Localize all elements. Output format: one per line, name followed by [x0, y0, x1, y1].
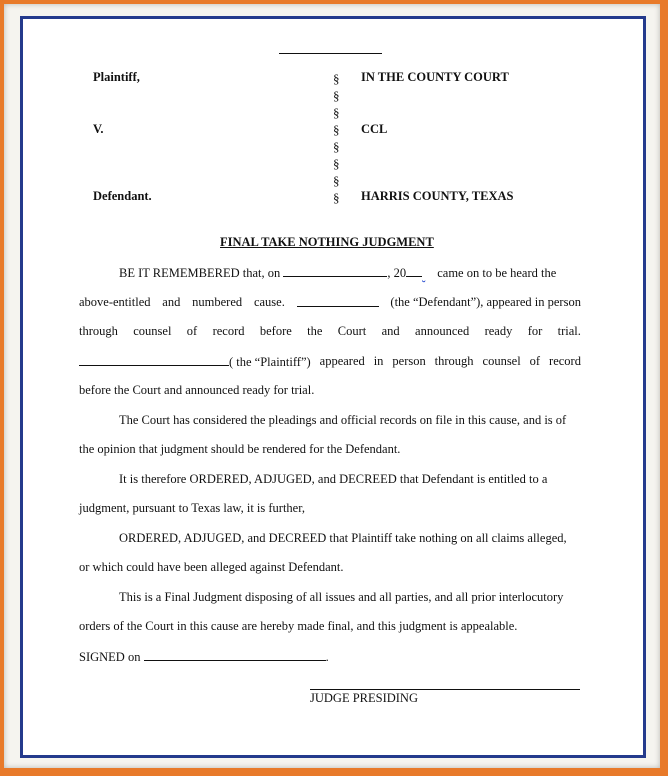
section-symbol: §: [333, 139, 340, 154]
para1-word: in: [373, 354, 384, 368]
para2-line1: The Court has considered the pleadings and official records on file in this cause, and is of: [119, 413, 567, 427]
court-number: CCL: [361, 122, 388, 136]
para1-word: before: [259, 324, 292, 338]
date-blank: [283, 265, 387, 277]
para1-line3: [79, 324, 581, 339]
court-county: HARRIS COUNTY, TEXAS: [361, 189, 514, 203]
signed-date-blank: [144, 649, 326, 661]
plaintiff-name-blank: [79, 354, 229, 366]
para1-word: trial.: [557, 324, 581, 338]
para5-line1: This is a Final Judgment disposing of all issues and all parties, and all prior interlocutory: [119, 590, 564, 604]
document-title: FINAL TAKE NOTHING JUDGMENT: [220, 235, 434, 249]
para1-word: cause.: [253, 295, 285, 309]
versus-label: V.: [93, 122, 104, 136]
para1-word: numbered: [192, 295, 243, 309]
para1-text: came on to be heard the: [437, 266, 557, 280]
para1-word: and: [162, 295, 181, 309]
para1-word: ( the “Plaintiff”): [229, 355, 311, 369]
para1-word: ready: [484, 324, 513, 338]
para1-word: record: [212, 324, 245, 338]
section-symbol: §: [333, 156, 340, 171]
signed-period: .: [325, 650, 329, 664]
court-name: IN THE COUNTY COURT: [361, 70, 509, 84]
para4-line2: or which could have been alleged against Defendant.: [79, 560, 344, 574]
para1-word: through: [434, 354, 474, 368]
judge-presiding-label: JUDGE PRESIDING: [310, 691, 418, 705]
defendant-label: Defendant.: [93, 189, 152, 203]
plaintiff-label: Plaintiff,: [93, 70, 140, 84]
section-symbol: §: [333, 122, 340, 137]
para1-text: BE IT REMEMBERED that, on: [119, 266, 281, 280]
para1-line5: before the Court and announced ready for trial.: [79, 383, 315, 397]
section-symbol: §: [333, 88, 340, 103]
para1-line4: [79, 354, 581, 370]
para1-word: counsel: [133, 324, 172, 338]
plaintiff-name-field: [79, 354, 311, 370]
para1-word: record: [549, 354, 581, 368]
para1-word: appeared: [319, 354, 365, 368]
section-symbol: §: [333, 190, 340, 205]
para3-line2: judgment, pursuant to Texas law, it is further,: [79, 501, 306, 515]
para3-line1: It is therefore ORDERED, ADJUGED, and DECREED that Defendant is entitled to a: [119, 472, 548, 486]
para1-word: of: [186, 324, 198, 338]
spelling-underline: [422, 266, 434, 281]
signed-label: SIGNED on: [79, 650, 141, 664]
para1-word: the: [307, 324, 323, 338]
cause-number-blank: [279, 53, 382, 54]
signed-line: [79, 649, 329, 665]
para1-word: above-entitled: [79, 295, 151, 309]
para1-line1: [119, 265, 556, 281]
year-blank: [406, 265, 422, 277]
defendant-name-blank: [297, 295, 379, 307]
document-page: [20, 16, 646, 758]
para1-word: through: [79, 324, 118, 338]
para1-word: announced: [415, 324, 470, 338]
document-frame: [4, 4, 660, 768]
section-symbol: §: [333, 71, 340, 86]
para2-line2: the opinion that judgment should be rendered for the Defendant.: [79, 442, 401, 456]
para1-word: of: [529, 354, 541, 368]
para1-line2: [79, 295, 581, 310]
judge-signature-line: [310, 689, 580, 690]
section-symbol: §: [333, 105, 340, 120]
section-symbol: §: [333, 173, 340, 188]
para1-word: Court: [337, 324, 367, 338]
para1-word: counsel: [482, 354, 521, 368]
para4-line1: ORDERED, ADJUGED, and DECREED that Plaintiff take nothing on all claims alleged,: [119, 531, 567, 545]
para5-line2: orders of the Court in this cause are hereby made final, and this judgment is appealable.: [79, 619, 518, 633]
para1-word: (the “Defendant”), appeared in person: [390, 295, 581, 309]
para1-word: for: [527, 324, 543, 338]
para1-word: person: [392, 354, 426, 368]
para1-text: , 20: [387, 266, 407, 280]
para1-word: and: [381, 324, 400, 338]
